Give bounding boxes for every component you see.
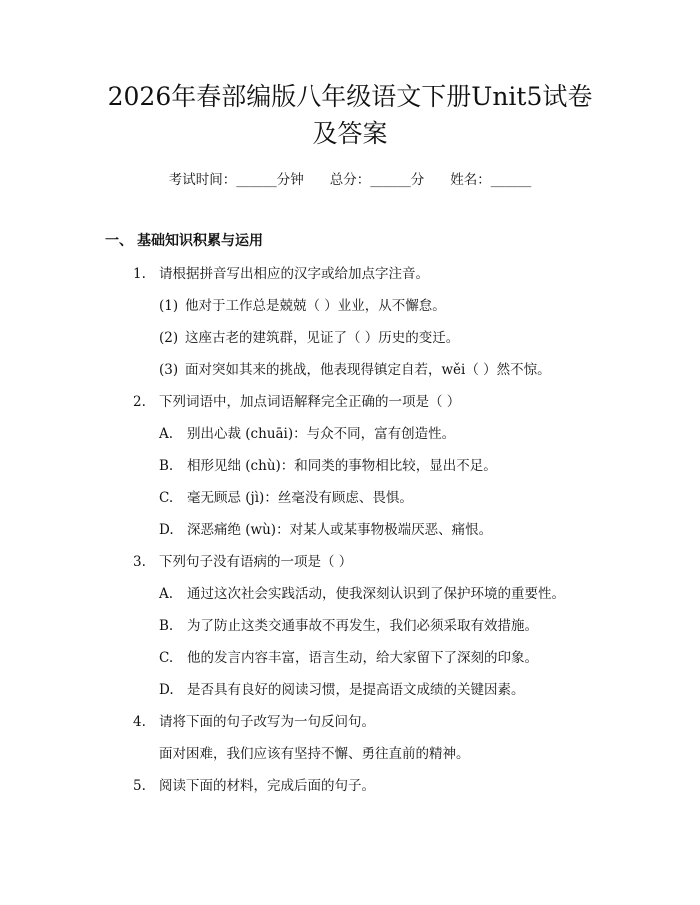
option-text: 为了防止这类交通事故不再发生，我们必须采取有效措施。 — [187, 618, 538, 634]
question-3-option-a — [159, 582, 565, 602]
question-5 — [133, 774, 375, 794]
question-3-option-d — [159, 678, 525, 698]
option-letter: B. — [159, 618, 174, 634]
question-2 — [133, 390, 460, 410]
question-3-option-c — [159, 646, 538, 666]
question-text: 阅读下面的材料，完成后面的句子。 — [159, 778, 375, 794]
exam-info — [0, 168, 700, 188]
option-letter: A. — [159, 426, 174, 442]
section-title: 基础知识积累与运用 — [137, 233, 263, 249]
sub-label: (3) — [159, 362, 179, 378]
question-2-option-c — [159, 486, 413, 506]
option-letter: C. — [159, 650, 174, 666]
option-text: 相形见绌 (chù)：和同类的事物相比较，显出不足。 — [187, 458, 497, 474]
question-number: 3. — [133, 554, 146, 570]
question-1-sub-3 — [159, 358, 551, 378]
option-text: 是否具有良好的阅读习惯，是提高语文成绩的关键因素。 — [187, 682, 525, 698]
question-number: 2. — [133, 394, 146, 410]
option-text: 他的发言内容丰富，语言生动，给大家留下了深刻的印象。 — [187, 650, 538, 666]
question-text: 下列词语中，加点词语解释完全正确的一项是（ ） — [159, 394, 461, 410]
question-4 — [133, 710, 375, 730]
option-text: 通过这次社会实践活动，使我深刻认识到了保护环境的重要性。 — [187, 586, 565, 602]
exam-title-line-1: 2026年春部编版八年级语文下册Unit5试卷 — [107, 82, 593, 111]
sub-text: 面对突如其来的挑战，他表现得镇定自若，wěi（ ）然不惊。 — [185, 362, 551, 378]
question-3-option-b — [159, 614, 538, 634]
option-letter: C. — [159, 490, 174, 506]
question-number: 5. — [133, 778, 146, 794]
exam-time-field: 考试时间：______分钟 — [168, 172, 304, 188]
question-2-option-d — [159, 518, 492, 538]
question-3 — [133, 550, 352, 570]
sub-text: 他对于工作总是兢兢（ ）业业，从不懈怠。 — [185, 298, 446, 314]
option-letter: A. — [159, 586, 174, 602]
option-text: 深恶痛绝 (wù)：对某人或某事物极端厌恶、痛恨。 — [187, 522, 493, 538]
section-heading — [105, 230, 263, 250]
question-2-option-b — [159, 454, 497, 474]
question-text: 请将下面的句子改写为一句反问句。 — [159, 714, 375, 730]
question-4-content: 面对困难，我们应该有坚持不懈、勇往直前的精神。 — [159, 746, 470, 762]
option-letter: D. — [159, 682, 174, 698]
question-text: 请根据拼音写出相应的汉字或给加点字注音。 — [159, 266, 429, 282]
sub-label: (1) — [159, 298, 179, 314]
option-letter: B. — [159, 458, 174, 474]
exam-title-line-2: 及答案 — [312, 119, 388, 148]
sub-label: (2) — [159, 330, 179, 346]
sub-text: 这座古老的建筑群，见证了（ ）历史的变迁。 — [185, 330, 460, 346]
question-number: 4. — [133, 714, 146, 730]
question-1-sub-1 — [159, 294, 446, 314]
option-text: 毫无顾忌 (jì)：丝毫没有顾虑、畏惧。 — [187, 490, 413, 506]
question-number: 1. — [133, 266, 146, 282]
option-letter: D. — [159, 522, 174, 538]
student-name-field: 姓名：______ — [450, 172, 532, 188]
question-1-sub-2 — [159, 326, 459, 346]
option-text: 别出心裁 (chuāi)：与众不同，富有创造性。 — [187, 426, 456, 442]
total-score-field: 总分：______分 — [329, 172, 425, 188]
question-text: 下列句子没有语病的一项是（ ） — [159, 554, 353, 570]
question-1 — [133, 262, 429, 282]
question-2-option-a — [159, 422, 455, 442]
section-number: 一、 — [105, 233, 133, 249]
